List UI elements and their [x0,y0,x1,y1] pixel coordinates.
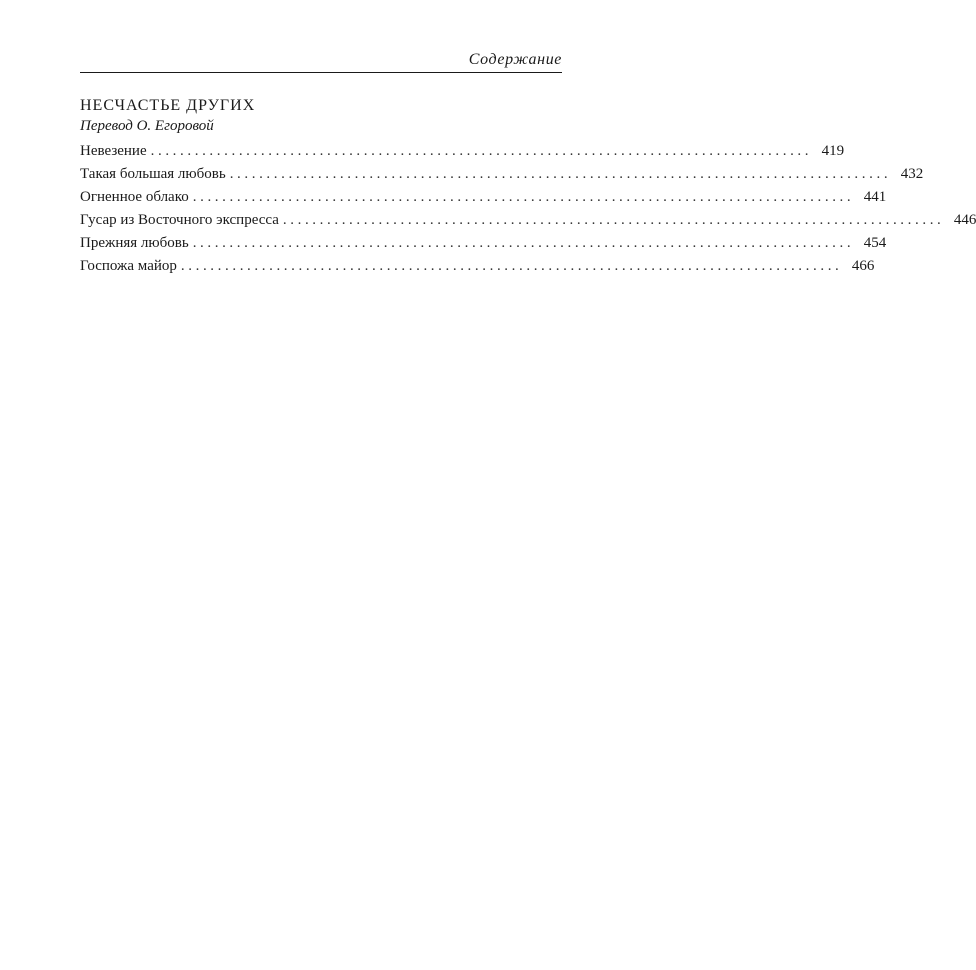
running-header: Содержание [468,51,562,68]
toc-entry-title: Гусар из Восточного экспресса [80,212,279,228]
section-title: НЕСЧАСТЬЕ ДРУГИХ [80,97,256,114]
dot-leader: .......................................................................................... [282,212,945,228]
toc-entry-page: 446 [953,212,976,228]
section-translator: Перевод О. Егоровой [80,118,214,134]
toc-entry-page: 466 [851,258,875,274]
dot-leader: .......................................................................................... [150,143,813,159]
toc-entry-page: 432 [900,166,924,182]
toc-entry-title: Госпожа майор [80,258,177,274]
header-rule [80,72,562,73]
toc-entry[interactable] [80,140,845,163]
dot-leader: .......................................................................................... [229,166,892,182]
toc-entry-title: Прежняя любовь [80,235,189,251]
toc-entry-page: 441 [863,189,887,205]
toc-entry-title: Огненное облако [80,189,189,205]
toc-entry-page: 419 [821,143,845,159]
toc-entry[interactable] [80,255,875,278]
toc-entry[interactable] [80,186,887,209]
toc-entry-title: Невезение [80,143,147,159]
toc-entry[interactable] [80,163,924,186]
toc-entry[interactable] [80,209,976,232]
dot-leader: .......................................................................................... [192,235,855,251]
table-of-contents [80,96,976,278]
dot-leader: .......................................................................................... [192,189,855,205]
toc-entry-page: 454 [863,235,887,251]
dot-leader: .......................................................................................... [180,258,843,274]
toc-entry[interactable] [80,232,887,255]
toc-entry-title: Такая большая любовь [80,166,226,182]
